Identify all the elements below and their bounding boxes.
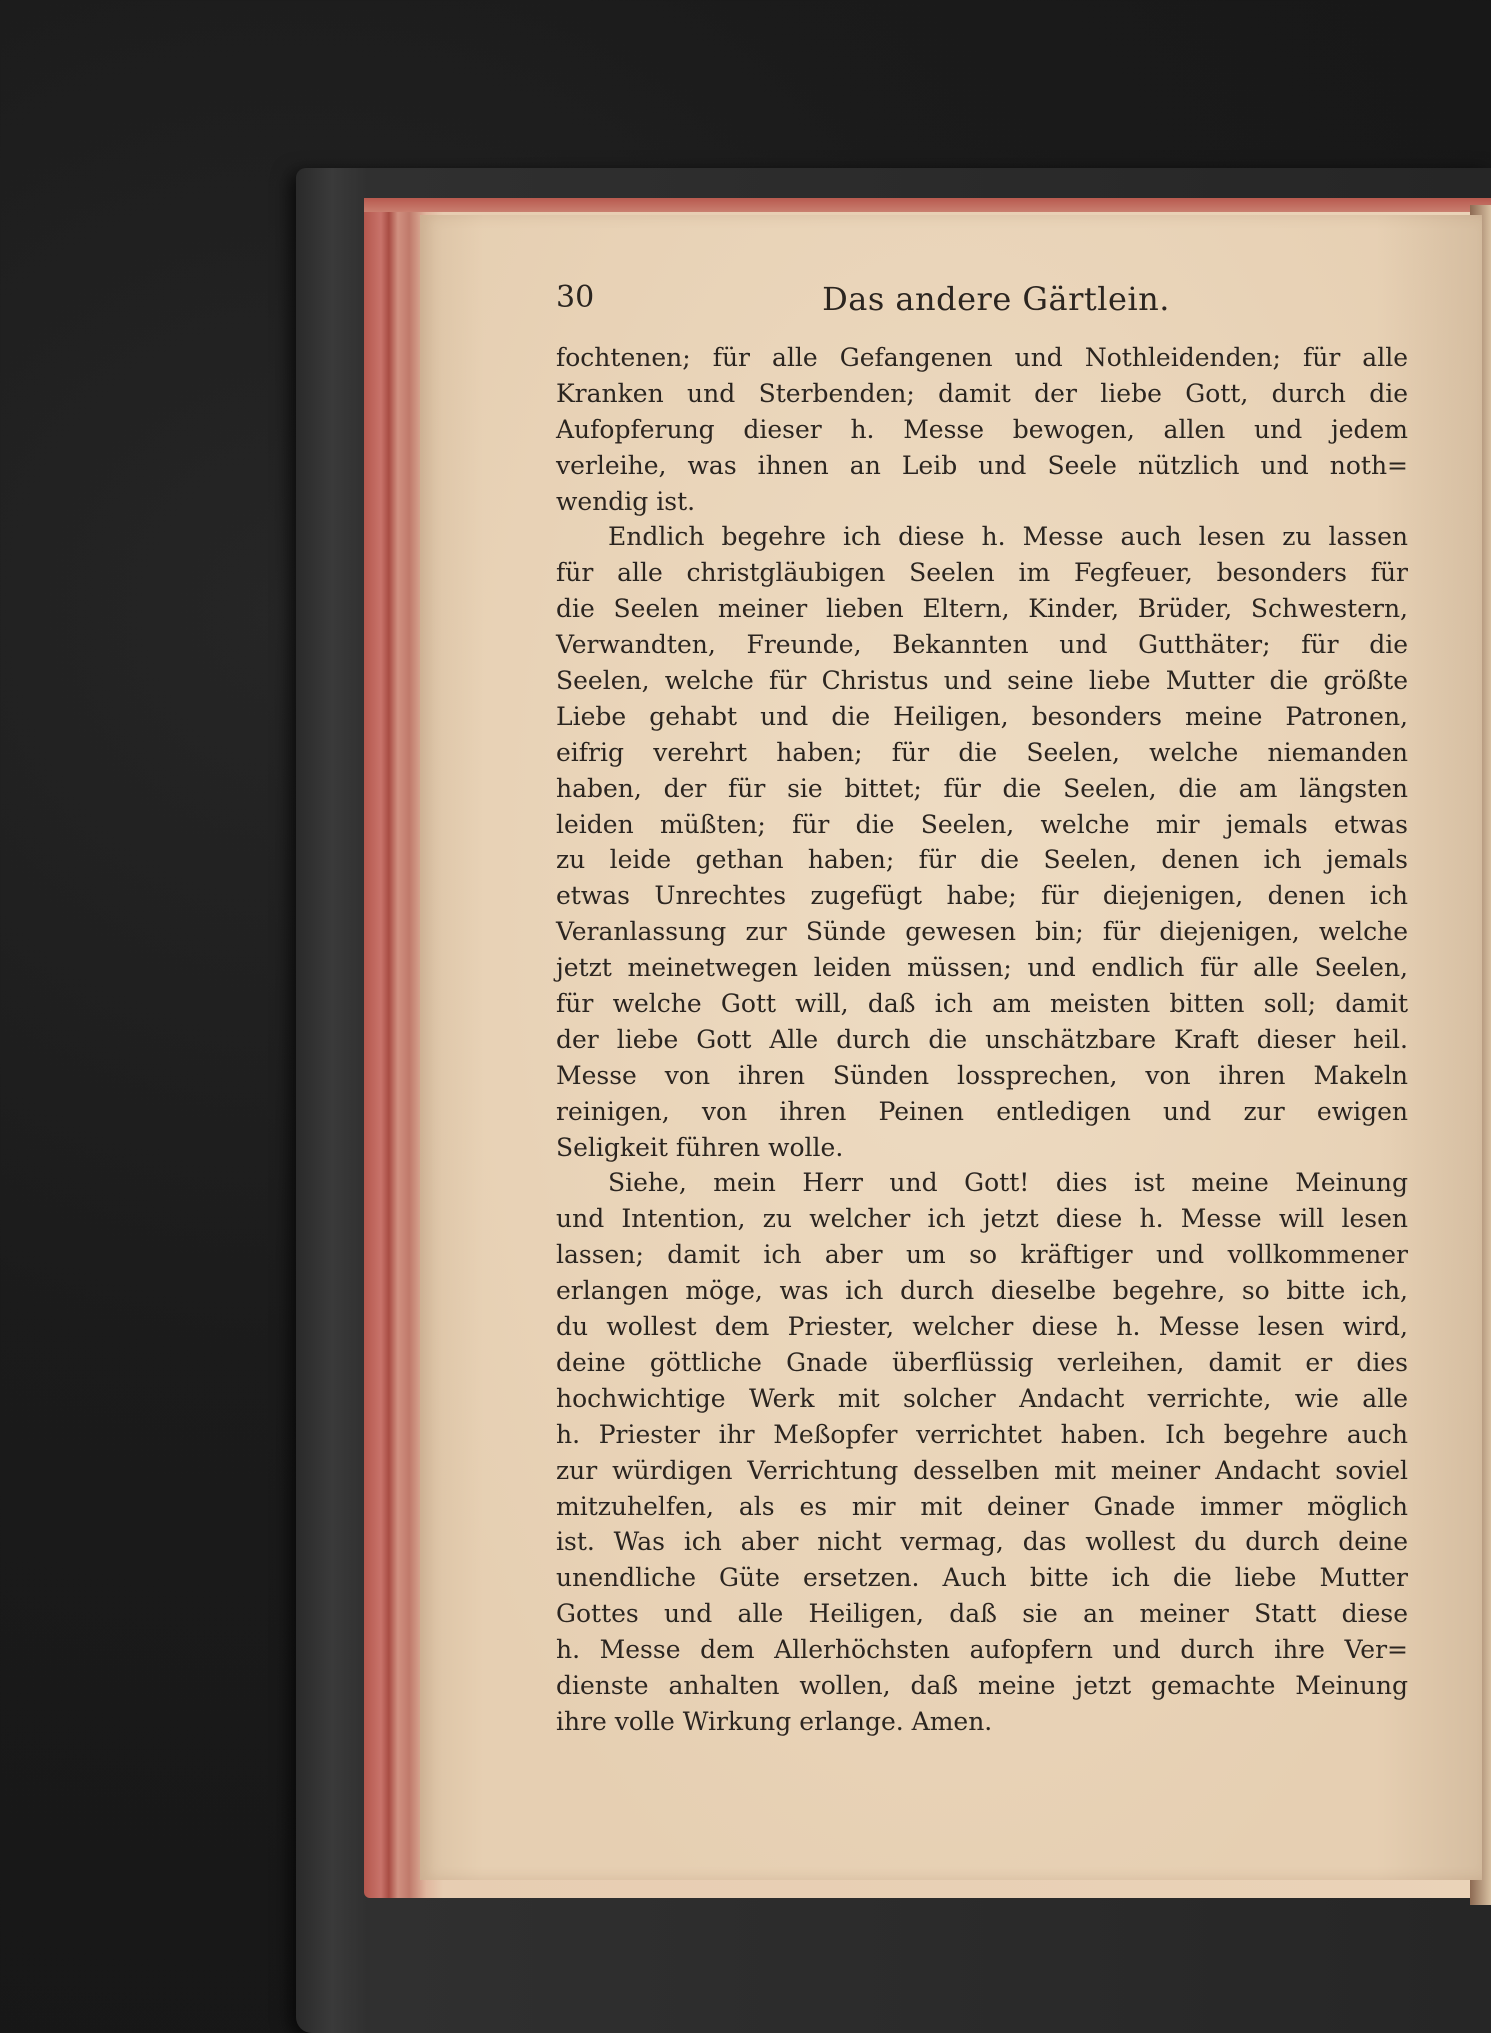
text-line: Kranken und Sterbenden; damit der liebe Gott, durch die — [556, 378, 1408, 408]
text-line: reinigen, von ihren Peinen entledigen und zur ewigen — [556, 1096, 1408, 1126]
text-line: unendliche Güte ersetzen. Auch bitte ich die liebe Mutter — [556, 1563, 1408, 1593]
body-text — [556, 340, 1408, 1740]
text-line: etwas Unrechtes zugefügt habe; für diejenigen, denen ich — [556, 881, 1408, 911]
text-line: haben, der für sie bittet; für die Seelen, die am längsten — [556, 773, 1408, 803]
text-line: die Seelen meiner lieben Eltern, Kinder, Brüder, Schwestern, — [556, 594, 1408, 624]
running-title: Das andere Gärtlein. — [822, 280, 1170, 318]
text-line: dienste anhalten wollen, daß meine jetzt gemachte Meinung — [556, 1670, 1408, 1700]
text-line: Veranlassung zur Sünde gewesen bin; für diejenigen, welche — [556, 917, 1408, 947]
text-line: mitzuhelfen, als es mir mit deiner Gnade immer möglich — [556, 1491, 1408, 1521]
text-line: Verwandten, Freunde, Bekannten und Gutthäter; für die — [556, 630, 1408, 660]
text-line: Endlich begehre ich diese h. Messe auch lesen zu lassen — [608, 522, 1408, 552]
text-line: Gottes und alle Heiligen, daß sie an meiner Statt diese — [556, 1599, 1408, 1629]
text-line: h. Priester ihr Meßopfer verrichtet haben. Ich begehre auch — [556, 1419, 1408, 1449]
text-line: Seligkeit führen wolle. — [556, 1132, 844, 1162]
text-line: deine göttliche Gnade überflüssig verleihen, damit er dies — [556, 1347, 1408, 1377]
text-line: und Intention, zu welcher ich jetzt diese h. Messe will lesen — [556, 1204, 1408, 1234]
text-line: erlangen möge, was ich durch dieselbe begehre, so bitte ich, — [556, 1276, 1408, 1306]
text-line: leiden müßten; für die Seelen, welche mir jemals etwas — [556, 809, 1408, 839]
text-line: verleihe, was ihnen an Leib und Seele nützlich und noth= — [556, 450, 1408, 480]
text-line: ihre volle Wirkung erlange. Amen. — [556, 1706, 993, 1736]
page-header — [556, 280, 1436, 330]
page-number: 30 — [556, 280, 595, 315]
text-line: Siehe, mein Herr und Gott! dies ist meine Meinung — [608, 1168, 1408, 1198]
text-line: lassen; damit ich aber um so kräftiger und vollkommener — [556, 1240, 1408, 1270]
text-line: für alle christgläubigen Seelen im Fegfeuer, besonders für — [556, 558, 1408, 588]
text-line: h. Messe dem Allerhöchsten aufopfern und durch ihre Ver= — [556, 1635, 1408, 1665]
text-line: für welche Gott will, daß ich am meisten bitten soll; damit — [556, 989, 1408, 1019]
text-line: hochwichtige Werk mit solcher Andacht verrichte, wie alle — [556, 1383, 1408, 1413]
text-line: eifrig verehrt haben; für die Seelen, welche niemanden — [556, 737, 1408, 767]
text-line: Liebe gehabt und die Heiligen, besonders meine Patronen, — [556, 701, 1408, 731]
text-line: zur würdigen Verrichtung desselben mit meiner Andacht soviel — [556, 1455, 1408, 1485]
text-line: der liebe Gott Alle durch die unschätzbare Kraft dieser heil. — [556, 1024, 1408, 1054]
text-line: Seelen, welche für Christus und seine liebe Mutter die größte — [556, 666, 1408, 696]
text-line: ist. Was ich aber nicht vermag, das wollest du durch deine — [556, 1527, 1408, 1557]
text-line: wendig ist. — [556, 486, 696, 516]
text-line: jetzt meinetwegen leiden müssen; und endlich für alle Seelen, — [556, 953, 1408, 983]
text-line: Messe von ihren Sünden lossprechen, von ihren Makeln — [556, 1060, 1408, 1090]
text-line: du wollest dem Priester, welcher diese h. Messe lesen wird, — [556, 1312, 1408, 1342]
text-line: Aufopferung dieser h. Messe bewogen, allen und jedem — [556, 414, 1408, 444]
text-line: zu leide gethan haben; für die Seelen, denen ich jemals — [556, 845, 1408, 875]
text-line: fochtenen; für alle Gefangenen und Nothleidenden; für alle — [556, 343, 1408, 372]
